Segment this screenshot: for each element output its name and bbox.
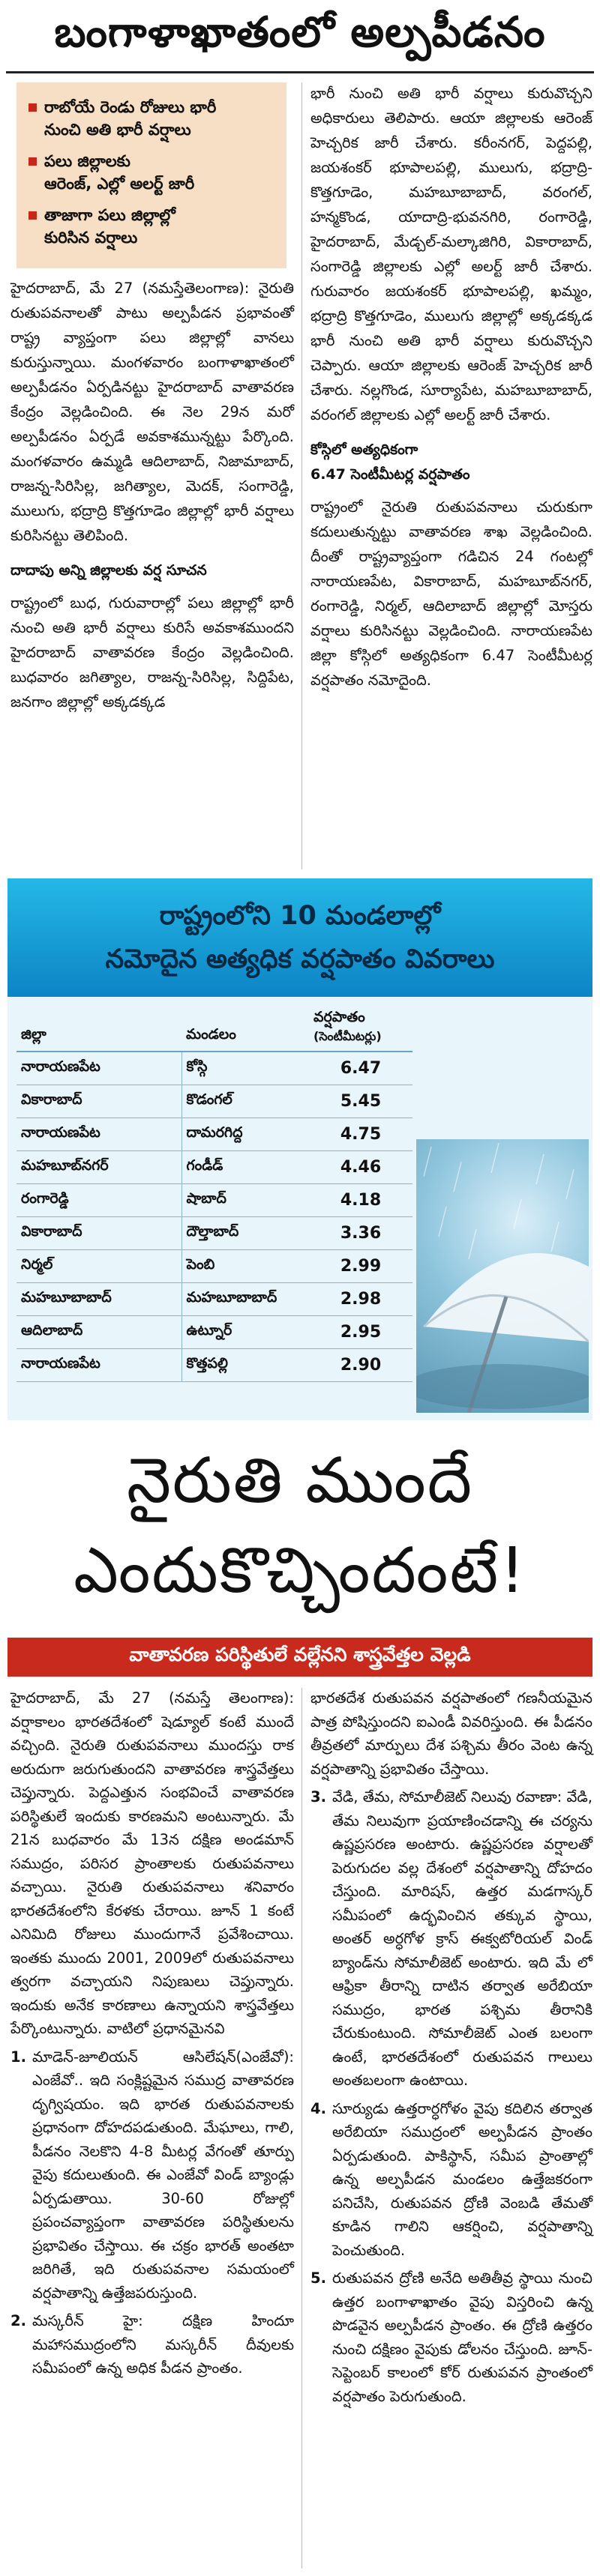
- district-cell: మహబూబాబాద్: [16, 1282, 182, 1315]
- main-headline: బంగాళాఖాతంలో అల్పపీడనం: [6, 4, 594, 73]
- red-subheadline: వాతావరణ పరిస్థితులే వల్లేనని శాస్త్రవేత్తల వెల్లడి: [8, 1638, 592, 1677]
- rainfall-cell: 4.18: [309, 1183, 412, 1216]
- headline-line: నైరుతి ముందే: [126, 1444, 474, 1517]
- table-row: [16, 1249, 412, 1282]
- bullet-square-icon: [28, 211, 37, 220]
- rainfall-table-section: [8, 997, 592, 1420]
- mandal-cell: గండీడ్: [182, 1150, 309, 1183]
- column-header-mandal: మండలం: [182, 1004, 309, 1052]
- umbrella-rain-photo: [416, 1139, 589, 1413]
- rainfall-cell: 2.95: [309, 1315, 412, 1348]
- table-row: [16, 1315, 412, 1348]
- rainfall-cell: 2.90: [309, 1348, 412, 1381]
- rainfall-cell: 3.36: [309, 1216, 412, 1249]
- article1-subhead: కోస్గిలో అత్యధికంగా 6.47 సెంటీమీటర్ల వర్షపాతం: [310, 441, 470, 483]
- article1-paragraph: హైదరాబాద్, మే 27 (నమస్తేతెలంగాణ): నైరుతి రుతుపవనాలతో పాటు అల్పపీడన ప్రభావంతో రాష్ట్ర వ్యాప్తంగా పలు జిల్లాల్లో వానలు కురుస్తున్నాయి. మంగళవారం బంగాళాఖాతంలో అల్పపీడనం ఏర్పడినట్టు హైదరాబాద్ వాతావరణ కేంద్రం వెల్లడించింది. ఈ నెల 29న మరో అల్పపీడనం ఏర్పడే అవకాశమున్నట్టు పేర్కొంది. మంగళవారం ఉమ్మడి ఆదిలాబాద్, నిజామాబాద్, రాజన్న-సిరిసిల్ల, జగిత్యాల, మెదక్, సంగారెడ్డి, ములుగు, భద్రాద్రి కొత్తగూడెం జిల్లాల్లో భారీ వర్షాలు కురిసినట్టు తెలిపింది.: [10, 280, 294, 544]
- highlight-item: పలు జిల్లాలకు ఆరెంజ్, ఎల్లో అలర్ట్ జారీ: [28, 150, 274, 195]
- article2-right-column: [310, 1686, 592, 2413]
- table-row: [16, 1216, 412, 1249]
- rainfall-cell: 2.98: [309, 1282, 412, 1315]
- bullet-square-icon: [28, 157, 37, 166]
- highlight-item: రాబోయే రెండు రోజులు భారీ నుంచి అతి భారీ వర్షాలు: [28, 96, 274, 141]
- article1-paragraph: రాష్ట్రంలో నైరుతి రుతుపవనాలు చురుకుగా కదులుతున్నట్టు వాతావరణ శాఖ వెల్లడించింది. దీంతో రాష్ట్రవ్యాప్తంగా గడిచిన 24 గంటల్లో నారాయణపేట, వికారాబాద్, మహబూబ్‌నగర్, రంగారెడ్డి, నిర్మల్, ఆదిలాబాద్ జిల్లాల్లో మోస్తరు వర్షాలు కురిసినట్టు వెల్లడించింది. నారాయణపేట జిల్లా కోస్గిలో అత్యధికంగా 6.47 సెంటీమీటర్ల వర్షపాతం నమోదైంది.: [310, 498, 592, 689]
- mandal-cell: కొత్తపల్లి: [182, 1348, 309, 1381]
- rainfall-cell: 6.47: [309, 1052, 412, 1085]
- mandal-cell: పెంబి: [182, 1249, 309, 1282]
- table-row: [16, 1150, 412, 1183]
- table-row: [16, 1183, 412, 1216]
- rainfall-table-banner: [8, 878, 592, 997]
- article1-paragraph: భారీ నుంచి అతి భారీ వర్షాలు కురువొచ్చని అధికారులు తెలిపారు. ఆయా జిల్లాలకు ఆరెంజ్ హెచ్చరిక జారీ చేశారు. కరీంనగర్, పెద్దపల్లి, జయశంకర్ భూపాలపల్లి, ములుగు, భద్రాద్రి-కొత్తగూడెం, మహబూబాబాద్, వరంగల్, హన్మకొండ, యాదాద్రి-భువనగిరి, రంగారెడ్డి, హైదరాబాద్, మేడ్చల్-మల్కాజిగిరి, వికారాబాద్, సంగారెడ్డి జిల్లాలకు ఎల్లో అలర్ట్ జారీ చేశారు. గురువారం జయశంకర్ భూపాలపల్లి, ఖమ్మం, భద్రాద్రి కొత్తగూడెం, ములుగు జిల్లాల్లో అక్కడక్కడ భారీ నుంచి అతి భారీ వర్షాలు కురువొచ్చని చెప్పారు. ఆయా జిల్లాలకు ఆరెంజ్ హెచ్చరిక జారీ చేశారు. నల్లగొండ, సూర్యాపేట, మహబూబాబాద్, వరంగల్ జిల్లాలకు ఎల్లో అలర్ట్ జారీ చేశారు.: [310, 85, 592, 423]
- district-cell: వికారాబాద్: [16, 1085, 182, 1117]
- mandal-cell: కోస్గి: [182, 1052, 309, 1085]
- banner-line: నమోదైన అత్యధిక వర్షపాతం వివరాలు: [105, 944, 495, 974]
- bullet-square-icon: [28, 103, 37, 112]
- rainfall-cell: 5.45: [309, 1085, 412, 1117]
- district-cell: మహబూబ్‌నగర్: [16, 1150, 182, 1183]
- table-row: [16, 1348, 412, 1381]
- umbrella-icon: [416, 1139, 589, 1413]
- column-header-district: జిల్లా: [16, 1004, 182, 1052]
- district-cell: నారాయణపేట: [16, 1117, 182, 1150]
- article1-subhead: దాదాపు అన్ని జిల్లాలకు వర్ష సూచన: [10, 562, 207, 579]
- district-cell: నిర్మల్: [16, 1249, 182, 1282]
- table-row: [16, 1117, 412, 1150]
- secondary-headline: [8, 1428, 592, 1623]
- rainfall-cell: 4.75: [309, 1117, 412, 1150]
- district-cell: నారాయణపేట: [16, 1348, 182, 1381]
- mandal-cell: మహబూబాబాద్: [182, 1282, 309, 1315]
- table-row: [16, 1052, 412, 1085]
- numbered-item: 1. మాడెన్-జూలియన్ ఆసిలేషన్(ఎంజేవో): ఎంజేవో.. ఇది సంక్లిష్టమైన సముద్ర వాతావరణ దృగ్విషయం. ఇది భారత రుతుపవనాలకు ప్రధానంగా దోహదపడుతుంది. మేఘాలు, గాలి, పీడనం నెలకొని 4-8 మీటర్ల వేగంతో తూర్పు వైపు కదులుతుంది. ఈ ఎంజేవో విండ్ బ్యాండ్లు ఏర్పడుతాయి. 30-60 రోజుల్లో ప్రపంచవ్యాప్తంగా వాతావరణ పరిస్థితులను ప్రభావితం చేస్తాయి. ఈ చక్రం భారత్ అంతటా జరిగితే, ఇది రుతుపవనాల సమయంలో వర్షపాతాన్ని ఉత్తేజపరుస్తుంది.: [10, 2048, 294, 2302]
- district-cell: వికారాబాద్: [16, 1216, 182, 1249]
- table-header-row: [16, 1004, 412, 1052]
- mandal-cell: షాబాద్: [182, 1183, 309, 1216]
- headline-line: ఎందుకొచ్చిందంటే!: [74, 1533, 526, 1607]
- mandal-cell: కొడంగల్: [182, 1085, 309, 1117]
- table-row: [16, 1085, 412, 1117]
- mandal-cell: ఉట్నూర్: [182, 1315, 309, 1348]
- district-cell: రంగారెడ్డి: [16, 1183, 182, 1216]
- district-cell: ఆదిలాబాద్: [16, 1315, 182, 1348]
- article1-paragraph: రాష్ట్రంలో బుధ, గురువారాల్లో పలు జిల్లాల్లో భారీ నుంచి అతి భారీ వర్షాలు కురిసే అవకాశముందని హైదరాబాద్ వాతావరణ కేంద్రం వెల్లడించింది. బుధవారం జగిత్యాల, రాజన్న-సిరిసిల్ల, సిద్దిపేట, జనగాం జిల్లాల్లో అక్కడక్కడ: [10, 594, 294, 711]
- numbered-item: 2. మస్కరీన్ హై: దక్షిణ హిందూ మహాసముద్రంలోని మస్కరీన్ దీవులకు సమీపంలో ఉన్న అధిక పీడన ప్రాంతం.: [10, 2312, 294, 2377]
- rainfall-cell: 2.99: [309, 1249, 412, 1282]
- table-row: [16, 1282, 412, 1315]
- highlight-item: తాజాగా పలు జిల్లాల్లో కురిసిన వర్షాలు: [28, 204, 274, 249]
- article2-left-column: [10, 1686, 294, 2385]
- article2-paragraph: భారతదేశ రుతుపవన వర్షపాతంలో గణనీయమైన పాత్ర పోషిస్తుందని ఐఎండీ వివరిస్తుంది. ఈ పీడనం తీవ్రతలో మార్పులు దేశ పశ్చిమ తీరం వెంట ఉన్న వర్షపాతాన్ని ప్రభావితం చేస్తాయి.: [310, 1689, 592, 1778]
- numbered-item: 5. రుతుపవన ద్రోణి అనేది అతితీవ్ర స్థాయి నుంచి ఉత్తర బంగాళాఖాతం వైపు విస్తరించి ఉన్న పొడవైన అల్పపీడన ప్రాంతం. ఈ ద్రోణి ఉత్తరం నుంచి దక్షిణం వైపుకు డోలనం చేస్తుంది. జూన్-సెప్టెంబర్ కాలంలో కోర్ రుతుపవన ప్రాంతంలో వర్షపాతం పెరుగుతుంది.: [310, 2269, 592, 2405]
- article1-right-column: [310, 81, 592, 697]
- numbered-item: 3. వేడి, తేమ, సోమాలీజెట్ నిలువు రవాణా: వేడి, తేమ నిలువుగా ప్రయాణించడాన్ని ఈ చర్యను ఉష్ణప్రసరణ అంటారు. ఉష్ణప్రసరణ వర్షాలతో పెరుగుదల వల్ల దేశంలో వర్షపాతాన్ని దోహదం చేస్తుంది. మారిషస్, ఉత్తర మడగాస్కర్ సమీపంలో ఉద్భవించిన తక్కువ స్థాయి, అంతర్ అర్ధగోళ క్రాస్ ఈక్వటోరియల్ విండ్ బ్యాండ్‌ను సోమాలీజెట్ అంటారు. ఇది మే లో ఆఫ్రికా తీరాన్ని దాటిన తర్వాత అరేబియా సముద్రం, భారత పశ్చిమ తీరానికి చేరుకుంటుంది. సోమాలీజెట్ ఎంత బలంగా ఉంటే, భారతదేశంలో రుతుపవన గాలులు అంతబలంగా ఉంటాయి.: [310, 1788, 592, 2089]
- article2-paragraph: హైదరాబాద్, మే 27 (నమస్తే తెలంగాణ): వర్షాకాలం భారతదేశంలో షెడ్యూల్ కంటే ముందే వచ్చింది. నైరుతి రుతుపవనాలు ముందస్తు రాక అరుదుగా జరుగుతుందని వాతావరణ శాస్త్రవేత్తలు చెప్తున్నారు. పెద్దఎత్తున సంభవించే వాతావరణ పరిస్థితులే ఇందుకు కారణమని అంటున్నారు. మే 21న బుధవారం మే 13న దక్షిణ అండమాన్ సముద్రం, పరిసర ప్రాంతాలకు రుతుపవనాలు వచ్చాయి. నైరుతి రుతుపవనాలు శనివారం భారతదేశంలోని కేరళకు చేరాయి. జూన్ 1 కంటే ఎనిమిది రోజులు ముందుగానే ప్రవేశించాయి. ఇంతకు ముందు 2001, 2009లో రుతుపవనాలు త్వరగా వచ్చాయని నిపుణులు చెప్తున్నారు. ఇందుకు అనేక కారణాలు ఉన్నాయని శాస్త్రవేత్తలు పేర్కొంటున్నారు. వాటిలో ప్రధానమైనవి: [10, 1689, 294, 2037]
- mandal-cell: దామరగిద్ద: [182, 1117, 309, 1150]
- article1-left-column: [10, 276, 294, 719]
- column-header-rainfall: వర్షపాతం (సెంటీమీటర్లు): [309, 1004, 412, 1052]
- district-cell: నారాయణపేట: [16, 1052, 182, 1085]
- highlights-box: [16, 82, 286, 268]
- mandal-cell: దౌల్తాబాద్: [182, 1216, 309, 1249]
- rainfall-cell: 4.46: [309, 1150, 412, 1183]
- rainfall-table: [16, 1004, 412, 1382]
- numbered-item: 4. సూర్యుడు ఉత్తరార్ధగోళం వైపు కదిలిన తర్వాత అరేబియా సముద్రంలో అల్పపీడన ప్రాంతం ఏర్పడుతుంది. పాకిస్థాన్, సమీప ప్రాంతాల్లో ఉన్న అల్పపీడన మండలం ఉత్తేజకరంగా పనిచేసి, రుతుపవన ద్రోణి వెంబడి తేమతో కూడిన గాలిని ఆకర్షించి, వర్షపాతాన్ని పెంచుతుంది.: [310, 2099, 592, 2259]
- banner-line: రాష్ట్రంలోని 10 మండలాల్లో: [159, 901, 441, 931]
